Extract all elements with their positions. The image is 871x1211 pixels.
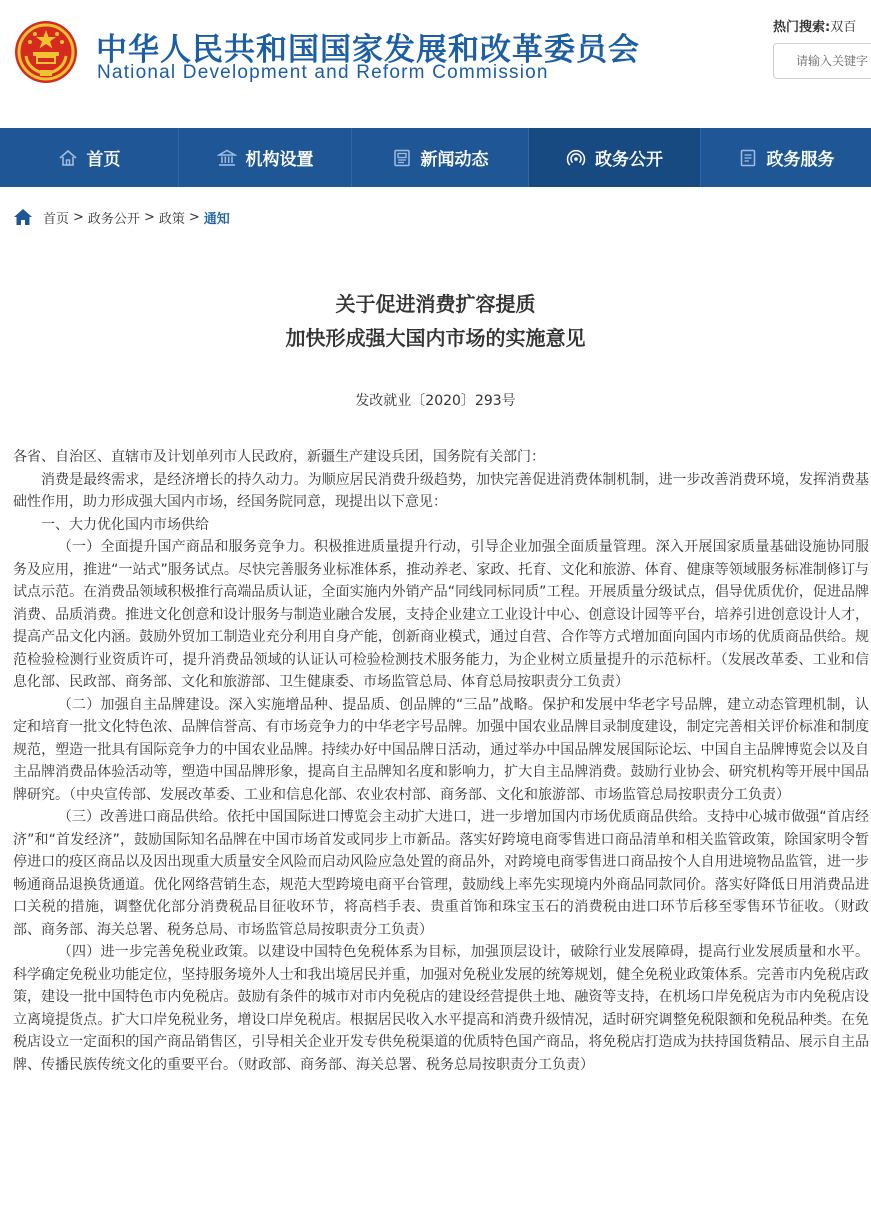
broadcast-icon [566, 148, 586, 168]
breadcrumb-notice[interactable]: 通知 [203, 211, 230, 227]
search-input[interactable]: 请输入关键字 [773, 43, 871, 79]
breadcrumb-policy[interactable]: 政策 [158, 211, 185, 227]
news-icon [392, 148, 412, 168]
breadcrumb-government-affairs[interactable]: 政务公开 [87, 211, 140, 227]
main-nav [0, 128, 871, 187]
site-header [0, 0, 871, 128]
article-title-line1: 关于促进消费扩容提质 [335, 292, 536, 316]
nav-label: 新闻动态 [420, 150, 489, 170]
nav-item-news[interactable] [352, 128, 528, 187]
site-title-en[interactable]: National Development and Reform Commission [97, 62, 549, 83]
intro-paragraph: 消费是最终需求，是经济增长的持久动力。为顺应居民消费升级趋势，加快完善促进消费体制机制，进一步改善消费环境，发挥消费基础性作用，助力形成强大国内市场，经国务院同意，现提出以下意见： [13, 471, 869, 510]
nav-item-government-services[interactable] [701, 128, 871, 187]
article-body [13, 446, 869, 1076]
hot-search-label: 热门搜索: [773, 20, 831, 35]
section-heading: 一、大力优化国内市场供给 [41, 516, 209, 533]
institution-icon [217, 148, 237, 168]
addressee: 各省、自治区、直辖市及计划单列市人民政府，新疆生产建设兵团，国务院有关部门： [13, 449, 545, 465]
hot-search-term[interactable]: 双百 [830, 20, 857, 35]
breadcrumb-home[interactable]: 首页 [43, 211, 70, 227]
nav-item-government-affairs[interactable] [529, 128, 700, 187]
breadcrumb-separator: > [143, 209, 155, 225]
paragraph-4: （四）进一步完善免税业政策。以建设中国特色免税体系为目标，加强顶层设计，破除行业发展障碍，提高行业发展质量和水平。科学确定免税业功能定位，坚持服务境外人士和我出境居民并重，加强对免税业发展的统筹规划，健全免税业政策体系。完善市内免税店政策，建设一批中国特色市内免税店。鼓励有条件的城市对市内免税店的建设经营提供土地、融资等支持，在机场口岸免税店为市内免税店设立离境提货点。扩大口岸免税业务，增设口岸免税店。根据居民收入水平提高和消费升级情况，适时研究调整免税限额和免税品种类。在免税店设立一定面积的国产商品销售区，引导相关企业开发专供免税渠道的优质特色国产商品，将免税店打造成为扶持国货精品、展示自主品牌、传播民族传统文化的重要平台。（财政部、商务部、海关总署、税务总局按职责分工负责） [13, 944, 869, 1073]
site-title-cn[interactable]: 中华人民共和国国家发展和改革委员会 [96, 32, 640, 68]
breadcrumb-separator: > [73, 209, 84, 225]
article-title-line2: 加快形成强大国内市场的实施意见 [285, 326, 586, 350]
hot-search [773, 16, 856, 35]
breadcrumb [13, 206, 230, 228]
home-icon [58, 148, 78, 168]
paragraph-2: （二）加强自主品牌建设。深入实施增品种、提品质、创品牌的“三品”战略。保护和发展中华老字号品牌，建立动态管理机制，认定和培育一批文化特色浓、品牌信誉高、有市场竞争力的中华老字号品牌。加强中国农业品牌目录制度建设，制定完善相关评价标准和制度规范，塑造一批具有国际竞争力的中国农业品牌。持续办好中国品牌日活动，通过举办中国品牌发展国际论坛、中国自主品牌博览会以及自主品牌消费品体验活动等，塑造中国品牌形象，提高自主品牌知名度和影响力，扩大自主品牌消费。鼓励行业协会、研究机构等开展中国品牌研究。（中央宣传部、发展改革委、工业和信息化部、农业农村部、商务部、文化和旅游部、市场监管总局按职责分工负责） [13, 696, 869, 803]
nav-item-institutions[interactable] [179, 128, 351, 187]
nav-label: 政务公开 [595, 150, 663, 170]
nav-label: 机构设置 [245, 150, 314, 170]
paragraph-3: （三）改善进口商品供给。依托中国国际进口博览会主动扩大进口，进一步增加国内市场优质商品供给。支持中心城市做强“首店经济”和“首发经济”，鼓励国际知名品牌在中国市场首发或同步上市新品。落实好跨境电商零售进口商品清单和相关监管政策，除国家明令暂停进口的疫区商品以及因出现重大质量安全风险而启动风险应急处置的商品外，对跨境电商零售进口商品按个人自用进境物品监管，进一步畅通商品退换货通道。优化网络营销生态，规范大型跨境电商平台管理，鼓励线上率先实现境内外商品同款同价。落实好降低日用消费品进口关税的措施，调整优化部分消费税品目征收环节，将高档手表、贵重首饰和珠宝玉石的消费税由进口环节后移至零售环节征收。（财政部、商务部、海关总署、税务总局、市场监管总局按职责分工负责） [13, 809, 869, 938]
national-emblem-icon[interactable] [14, 20, 78, 84]
breadcrumb-separator: > [188, 209, 200, 225]
nav-item-home[interactable] [0, 128, 178, 187]
nav-label: 政务服务 [766, 150, 835, 170]
home-icon[interactable] [13, 208, 33, 226]
paragraph-1: （一）全面提升国产商品和服务竞争力。积极推进质量提升行动，引导企业加强全面质量管理。深入开展国家质量基础设施协同服务及应用，推进“一站式”服务试点。尽快完善服务业标准体系，推动养老、家政、托育、文化和旅游、体育、健康等领域服务标准制修订与试点示范。在消费品领域积极推行高端品质认证，全面实施内外销产品“同线同标同质”工程。开展质量分级试点，倡导优质优价，促进品牌消费、品质消费。推进文化创意和设计服务与制造业融合发展，支持企业建立工业设计中心、创意设计园等平台，培养引进创意设计人才，提高产品文化内涵。鼓励外贸加工制造业充分利用自身产能，创新商业模式，通过自营、合作等方式增加面向国内市场的优质商品供给。规范检验检测行业资质许可，提升消费品领域的认证认可检验检测技术服务能力，为企业树立质量提升的示范标杆。（发展改革委、工业和信息化部、民政部、商务部、文化和旅游部、卫生健康委、市场监管总局、体育总局按职责分工负责） [13, 539, 869, 690]
document-number: 发改就业〔2020〕293号 [355, 393, 516, 409]
service-icon [738, 148, 758, 168]
nav-label: 首页 [86, 150, 121, 170]
